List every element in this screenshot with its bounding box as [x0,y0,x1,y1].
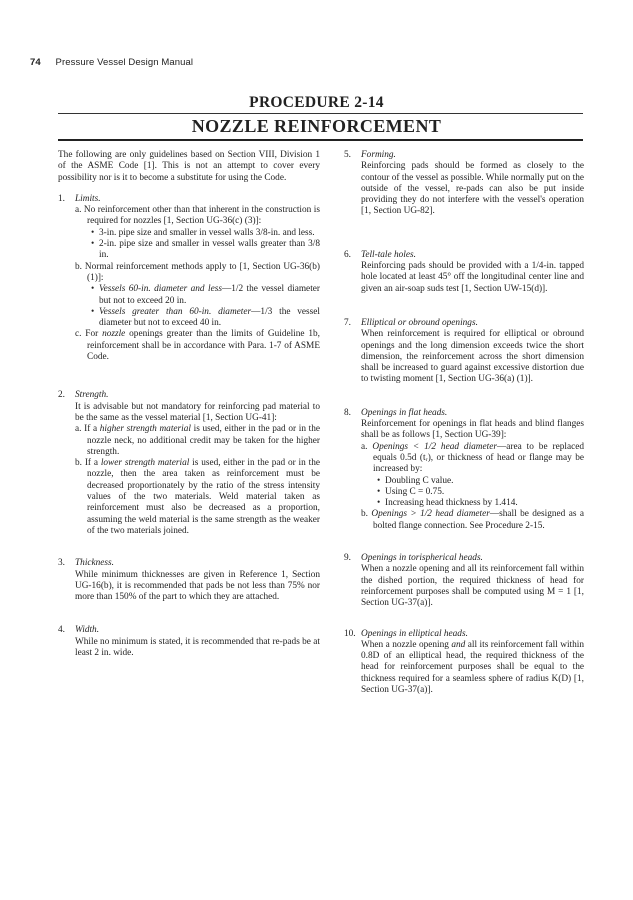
bullet-item [91,284,320,307]
running-header [30,57,193,68]
sub-item-text: —area to be replaced equals 0.5d (tᵣ), or thickness of head or flange may be increased by: [373,441,584,475]
sub-item-text: openings greater than the limits of Guideline 1b, reinforcement shall be in accordance with Para. 1-7 of ASME Code. [87,329,321,363]
sub-item-a [361,442,584,476]
item-forming [344,150,584,218]
item-flat-heads [344,408,584,532]
bullet-item: • Using C = 0.75. [377,487,584,498]
item-elliptical-openings [344,318,584,386]
procedure-title: NOZZLE REINFORCEMENT [191,116,442,136]
item-text: Reinforcement for openings in flat heads and blind flanges shall be as follows [1, Section UG-39]: [361,419,584,441]
sub-item-emphasis: higher strength material [99,424,191,435]
item-heading: Openings in elliptical heads. [361,628,468,639]
item-number: 2. [58,390,65,401]
item-torispherical-heads [344,553,584,609]
bullet-emphasis: Vessels 60-in. diameter and less [99,284,222,295]
item-number: 6. [344,249,351,260]
sub-item-b [361,509,584,532]
bullet-item: • 3-in. pipe size and smaller in vessel walls 3/8-in. and less. [91,228,320,239]
item-heading: Strength. [75,390,109,401]
item-number: 7. [344,317,351,328]
bullet-item [91,307,320,330]
sub-item-a [75,424,320,458]
item-text: Reinforcing pads should be formed as closely to the contour of the vessel as possible. While normally put on the outside of the vessel, re-pads can also be put inside providing they do not interfere with the vessel's operation [1, Section UG-82]. [361,161,584,217]
item-heading: Elliptical or obround openings. [361,317,478,328]
item-heading: Openings in torispherical heads. [361,553,483,564]
sub-item-text: —shall be designed as a bolted flange connection. See Procedure 2-15. [373,509,584,531]
item-text: Reinforcing pads should be provided with a 1/4-in. tapped hole located at least 45° off the longitudinal center line and given an air-soap suds test [1, Section UW-15(d)]. [361,261,584,294]
sub-item-text: a. If a [75,424,100,435]
item-text-emphasis: and [451,639,466,650]
page-number: 74 [30,57,41,68]
item-text [361,640,584,696]
item-heading: Openings in flat heads. [361,407,448,418]
sub-item-text: a. [361,441,373,452]
sub-item-b: b. Normal reinforcement methods apply to [1, Section UG-36(b) (1)]: [75,261,320,283]
item-number: 10. [344,628,356,639]
item-heading: Thickness. [75,558,114,569]
procedure-number: PROCEDURE 2-14 [249,94,384,111]
bullet-text: —1/2 the vessel diameter but not to exceed 20 in. [99,284,320,306]
item-heading: Forming. [361,150,396,160]
sub-item-c [75,329,320,363]
book-title: Pressure Vessel Design Manual [55,57,194,68]
item-heading: Width. [75,625,100,636]
item-strength [58,390,320,537]
item-number: 8. [344,407,351,418]
item-text: It is advisable but not mandatory for reinforcing pad material to be the same as the vessel material [1, Section UG-41]: [75,401,320,423]
bullet-item: • Increasing head thickness by 1.414. [377,498,584,509]
item-number: 5. [344,150,351,160]
item-text: While no minimum is stated, it is recommended that re-pads be at least 2 in. wide. [75,636,320,658]
sub-item-text: b. [361,509,372,520]
item-number: 4. [58,625,65,636]
item-width [58,625,320,659]
left-column [58,150,320,659]
bullet-item: • 2-in. pipe size and smaller in vessel walls greater than 3/8 in. [91,239,320,262]
sub-item-emphasis: Openings > 1/2 head diameter [371,509,490,520]
sub-item-text: c. For [75,329,103,340]
title-rule-thin [58,113,583,114]
sub-item-a: a. No reinforcement other than that inherent in the construction is required for nozzles [1, Section UG-36(c) (3)]: [75,205,320,227]
bullet-item: • Doubling C value. [377,476,584,487]
sub-item-b [75,458,320,537]
item-thickness [58,558,320,603]
item-text-part: all its reinforcement fall within 0.8D of an elliptical head, the required thickness of the head for reinforcement purposes shall be equal to the thickness required for a seamless sphere of radius K(D) [1, Section UG-37(a)]. [361,639,584,695]
item-text: While minimum thicknesses are given in Reference 1, Section UG-16(b), it is recommended that pads be not less than 75% nor more than 150% of the part to which they are attached. [75,569,320,603]
sub-item-emphasis: Openings < 1/2 head diameter [372,441,497,452]
item-number: 3. [58,558,65,569]
sub-item-text: b. If a [75,458,101,469]
item-limits [58,194,320,363]
title-rule-thick [58,139,583,141]
sub-item-emphasis: nozzle [102,329,126,340]
item-tell-tale-holes [344,250,584,295]
item-number: 9. [344,553,351,564]
item-number: 1. [58,193,65,204]
right-column [344,150,584,696]
item-heading: Tell-tale holes. [361,249,416,260]
item-elliptical-heads [344,629,584,697]
item-text-part: When a nozzle opening [361,639,452,650]
bullet-text: —1/3 the vessel diameter but not to exceed 40 in. [99,306,320,329]
item-heading: Limits. [75,193,101,204]
intro-paragraph: The following are only guidelines based on Section VIII, Division 1 of the ASME Code [1]. This is not an attempt to cover every possibility nor is it to become a substitute for using the Code. [58,150,320,183]
sub-item-emphasis: lower strength material [100,458,190,469]
sub-item-text: is used, either in the pad or in the nozzle, then the area taken as reinforcement must be decreased proportionately by the ratio of the stress intensity values of the two materials. Weld material taken as reinforcement must also be decreased as a proportion, assuming the weld material is the same strength as the weaker of the two materials joined. [87,458,320,536]
item-text: When a nozzle opening and all its reinforcement fall within the dished portion, the required thickness of head for reinforcement purposes shall be computed using M = 1 [1, Section UG-37(a)]. [361,564,584,609]
item-text: When reinforcement is required for elliptical or obround openings and the long dimension exceeds twice the short dimension, the reinforcement across the short dimension shall be increased to guard against excessive distortion due to twisting moment [1, Section UG-36(a) (1)]. [361,329,584,385]
bullet-emphasis: Vessels greater than 60-in. diameter [99,306,252,317]
sub-item-text: is used, either in the pad or in the nozzle neck, no additional credit may be taken for the higher strength. [87,424,320,457]
